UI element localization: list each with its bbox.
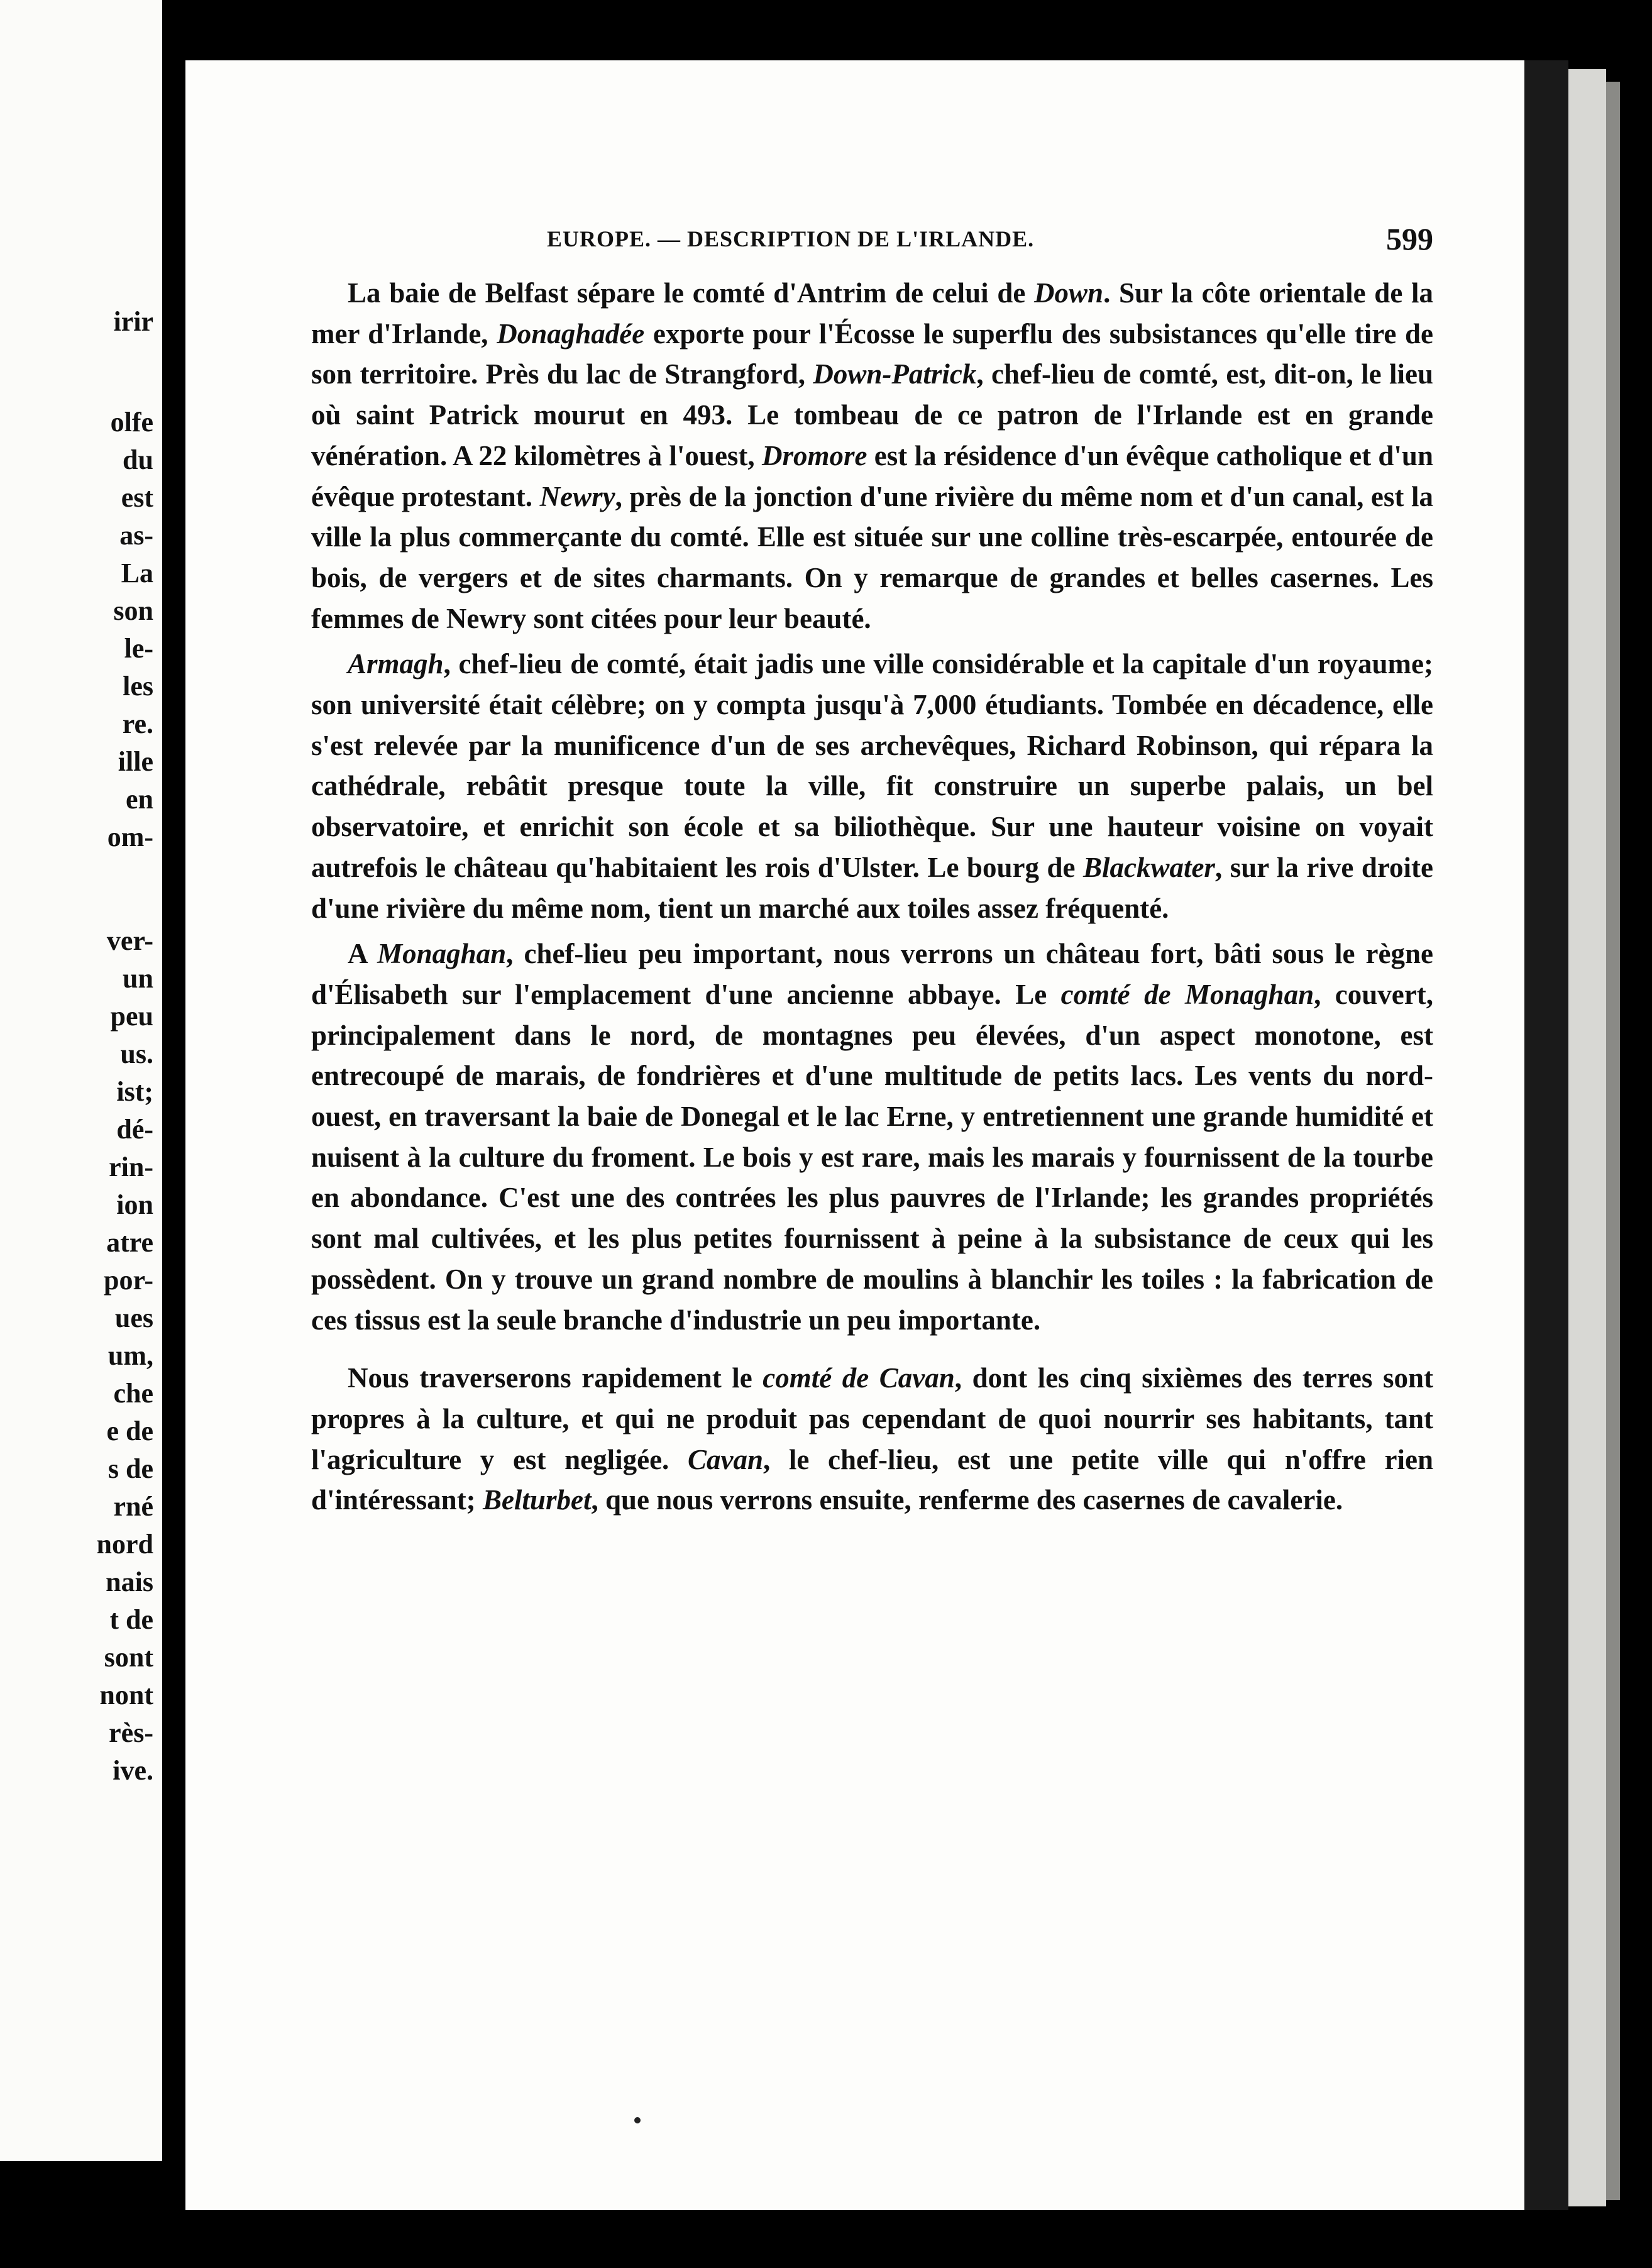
left-page-line-fragment: son [113,595,153,626]
page-stack-shadow [1524,60,1568,2210]
left-page-line-fragment: um, [107,1340,153,1371]
left-page-line-fragment: e de [106,1416,153,1446]
book-page [185,60,1524,2210]
italic-place-name: Monaghan [377,938,507,970]
left-page-line-fragment: por- [103,1265,153,1296]
left-page-line-fragment: nont [99,1680,153,1710]
left-page-line-fragment: re. [122,708,153,739]
italic-place-name: comté de Cavan [763,1362,955,1394]
italic-place-name: Belturbet [482,1484,592,1516]
left-page-line-fragment: atre [106,1227,153,1258]
left-page-line-fragment: rné [113,1491,153,1522]
text-run: , couvert, principalement dans le nord, de montagnes peu élevées, d'un aspect monotone, est entrecoupé de marais, de fondrières et d'une multitude de petits lacs. Les vents du nord-ouest, en traversant la baie de Donegal et le lac Erne, y entretiennent une grande humidité et nuisent à la culture du froment. Le bois y est rare, mais les marais y fournissent de la tourbe en abondance. C'est une des contrées les plus pauvres de l'Irlande; les grandes propriétés sont mal cultivées, et les plus petites fournissent à peine à la subsistance de ceux qui les possèdent. On y trouve un grand nombre de moulins à blanchir les toiles : la fabrication de ces tissus est la seule branche d'industrie un peu importante. [311,978,1433,1336]
left-page-line-fragment: us. [120,1038,153,1069]
italic-place-name: Dromore [761,439,867,471]
left-page-line-fragment: nord [96,1529,153,1560]
left-facing-page [0,0,162,2161]
ink-speck [634,2117,641,2123]
left-page-line-fragment: nais [106,1566,153,1597]
left-page-line-fragment: ist; [116,1076,153,1107]
left-page-line-fragment: ille [118,746,153,777]
text-run: , chef-lieu de comté, est, dit-on, le lieu où saint Patrick mourut en 493. Le tombeau de ce patron de l'Irlande est en grande vénération. A 22 kilomètres à l'ouest, [311,358,1433,471]
left-page-line-fragment: olfe [110,407,153,438]
left-page-line-fragment: en [126,784,153,815]
text-run: , le chef-lieu, est une petite ville qui n'offre rien d'intéressant; [311,1443,1433,1516]
left-page-line-fragment: dé- [116,1114,153,1145]
left-page-line-fragment: peu [110,1001,153,1032]
italic-place-name: Donaghadée [497,317,645,350]
italic-place-name: Down-Patrick [813,358,977,390]
left-page-line-fragment: sont [104,1642,153,1673]
left-page-line-fragment: les [123,671,153,702]
left-page-line-fragment: rin- [109,1152,153,1182]
paragraph [311,644,1433,928]
text-run: exporte pour l'Écosse le superflu des subsistances qu'elle tire de son territoire. Près du lac de Strangford, [311,317,1433,390]
page-number: 599 [1386,221,1433,256]
paragraph [311,933,1433,1340]
italic-place-name: comté de Monaghan [1060,978,1314,1010]
left-page-line-fragment: La [121,558,153,588]
left-page-line-fragment: un [123,963,153,994]
text-run: Nous traverserons rapidement le [348,1362,763,1394]
running-head: EUROPE. — DESCRIPTION DE L'IRLANDE. [547,226,1035,251]
left-page-line-fragment: ver- [106,925,153,956]
left-page-line-fragment: as- [119,520,153,551]
text-run: , dont les cinq sixièmes des terres sont propres à la culture, et qui ne produit pas cependant de quoi nourrir ses habitants, tant l'agriculture y est negligée. [311,1362,1433,1475]
left-page-line-fragment: s de [107,1453,153,1484]
left-page-line-fragment: irir [113,306,153,337]
left-page-line-fragment: ues [114,1302,153,1333]
text-run: , près de la jonction d'une rivière du même nom et d'un canal, est la ville la plus commerçante du comté. Elle est située sur une colline très-escarpée, entourée de bois, de vergers et de sites charmants. On y remarque de grandes et belles casernes. Les femmes de Newry sont citées pour leur beauté. [311,480,1433,634]
left-page-line-fragment: est [121,482,153,513]
italic-place-name: Cavan [687,1443,763,1475]
text-run: , sur la rive droite d'une rivière du même nom, tient un marché aux toiles assez fréquenté. [311,851,1433,924]
paragraph [311,273,1433,639]
text-run: A [348,938,378,970]
text-run: , que nous verrons ensuite, renferme des casernes de cavalerie. [591,1484,1343,1516]
left-page-line-fragment: ion [116,1189,153,1220]
text-run: , chef-lieu de comté, était jadis une ville considérable et la capitale d'un royaume; son université était célèbre; on y compta jusqu'à 7,000 étudiants. Tombée en décadence, elle s'est relevée par la munificence d'un de ses archevêques, Richard Robinson, qui répara la cathédrale, rebâtit presque toute la ville, fit construire un superbe palais, un bel observatoire, et enrichit son école et sa biliothèque. Sur une hauteur voisine on voyait autrefois le château qu'habitaient les rois d'Ulster. Le bourg de [311,648,1433,883]
text-run: . Sur la côte orientale de la mer d'Irlande, [311,277,1433,350]
italic-place-name: Newry [539,480,615,512]
text-run: , chef-lieu peu important, nous verrons un château fort, bâti sous le règne d'Élisabeth sur l'emplacement d'une ancienne abbaye. Le [311,938,1433,1010]
left-page-line-fragment: om- [107,822,153,852]
italic-place-name: Armagh [348,648,444,680]
italic-place-name: Down [1034,277,1104,309]
page-stack [1568,69,1606,2206]
page-header [547,221,1433,258]
paragraph [311,1358,1433,1521]
text-run: est la résidence d'un évêque catholique et d'un évêque protestant. [311,439,1433,512]
left-page-line-fragment: du [123,444,153,475]
text-run: La baie de Belfast sépare le comté d'Antrim de celui de [348,277,1035,309]
left-page-line-fragment: le- [124,633,153,664]
body-text [311,273,1433,1521]
italic-place-name: Blackwater [1082,851,1215,883]
left-page-line-fragment: ive. [113,1755,153,1786]
left-page-line-fragment: t de [109,1604,153,1635]
left-page-line-fragment: che [113,1378,153,1409]
page-stack-edge [1606,82,1620,2200]
left-page-line-fragment: rès- [109,1717,153,1748]
